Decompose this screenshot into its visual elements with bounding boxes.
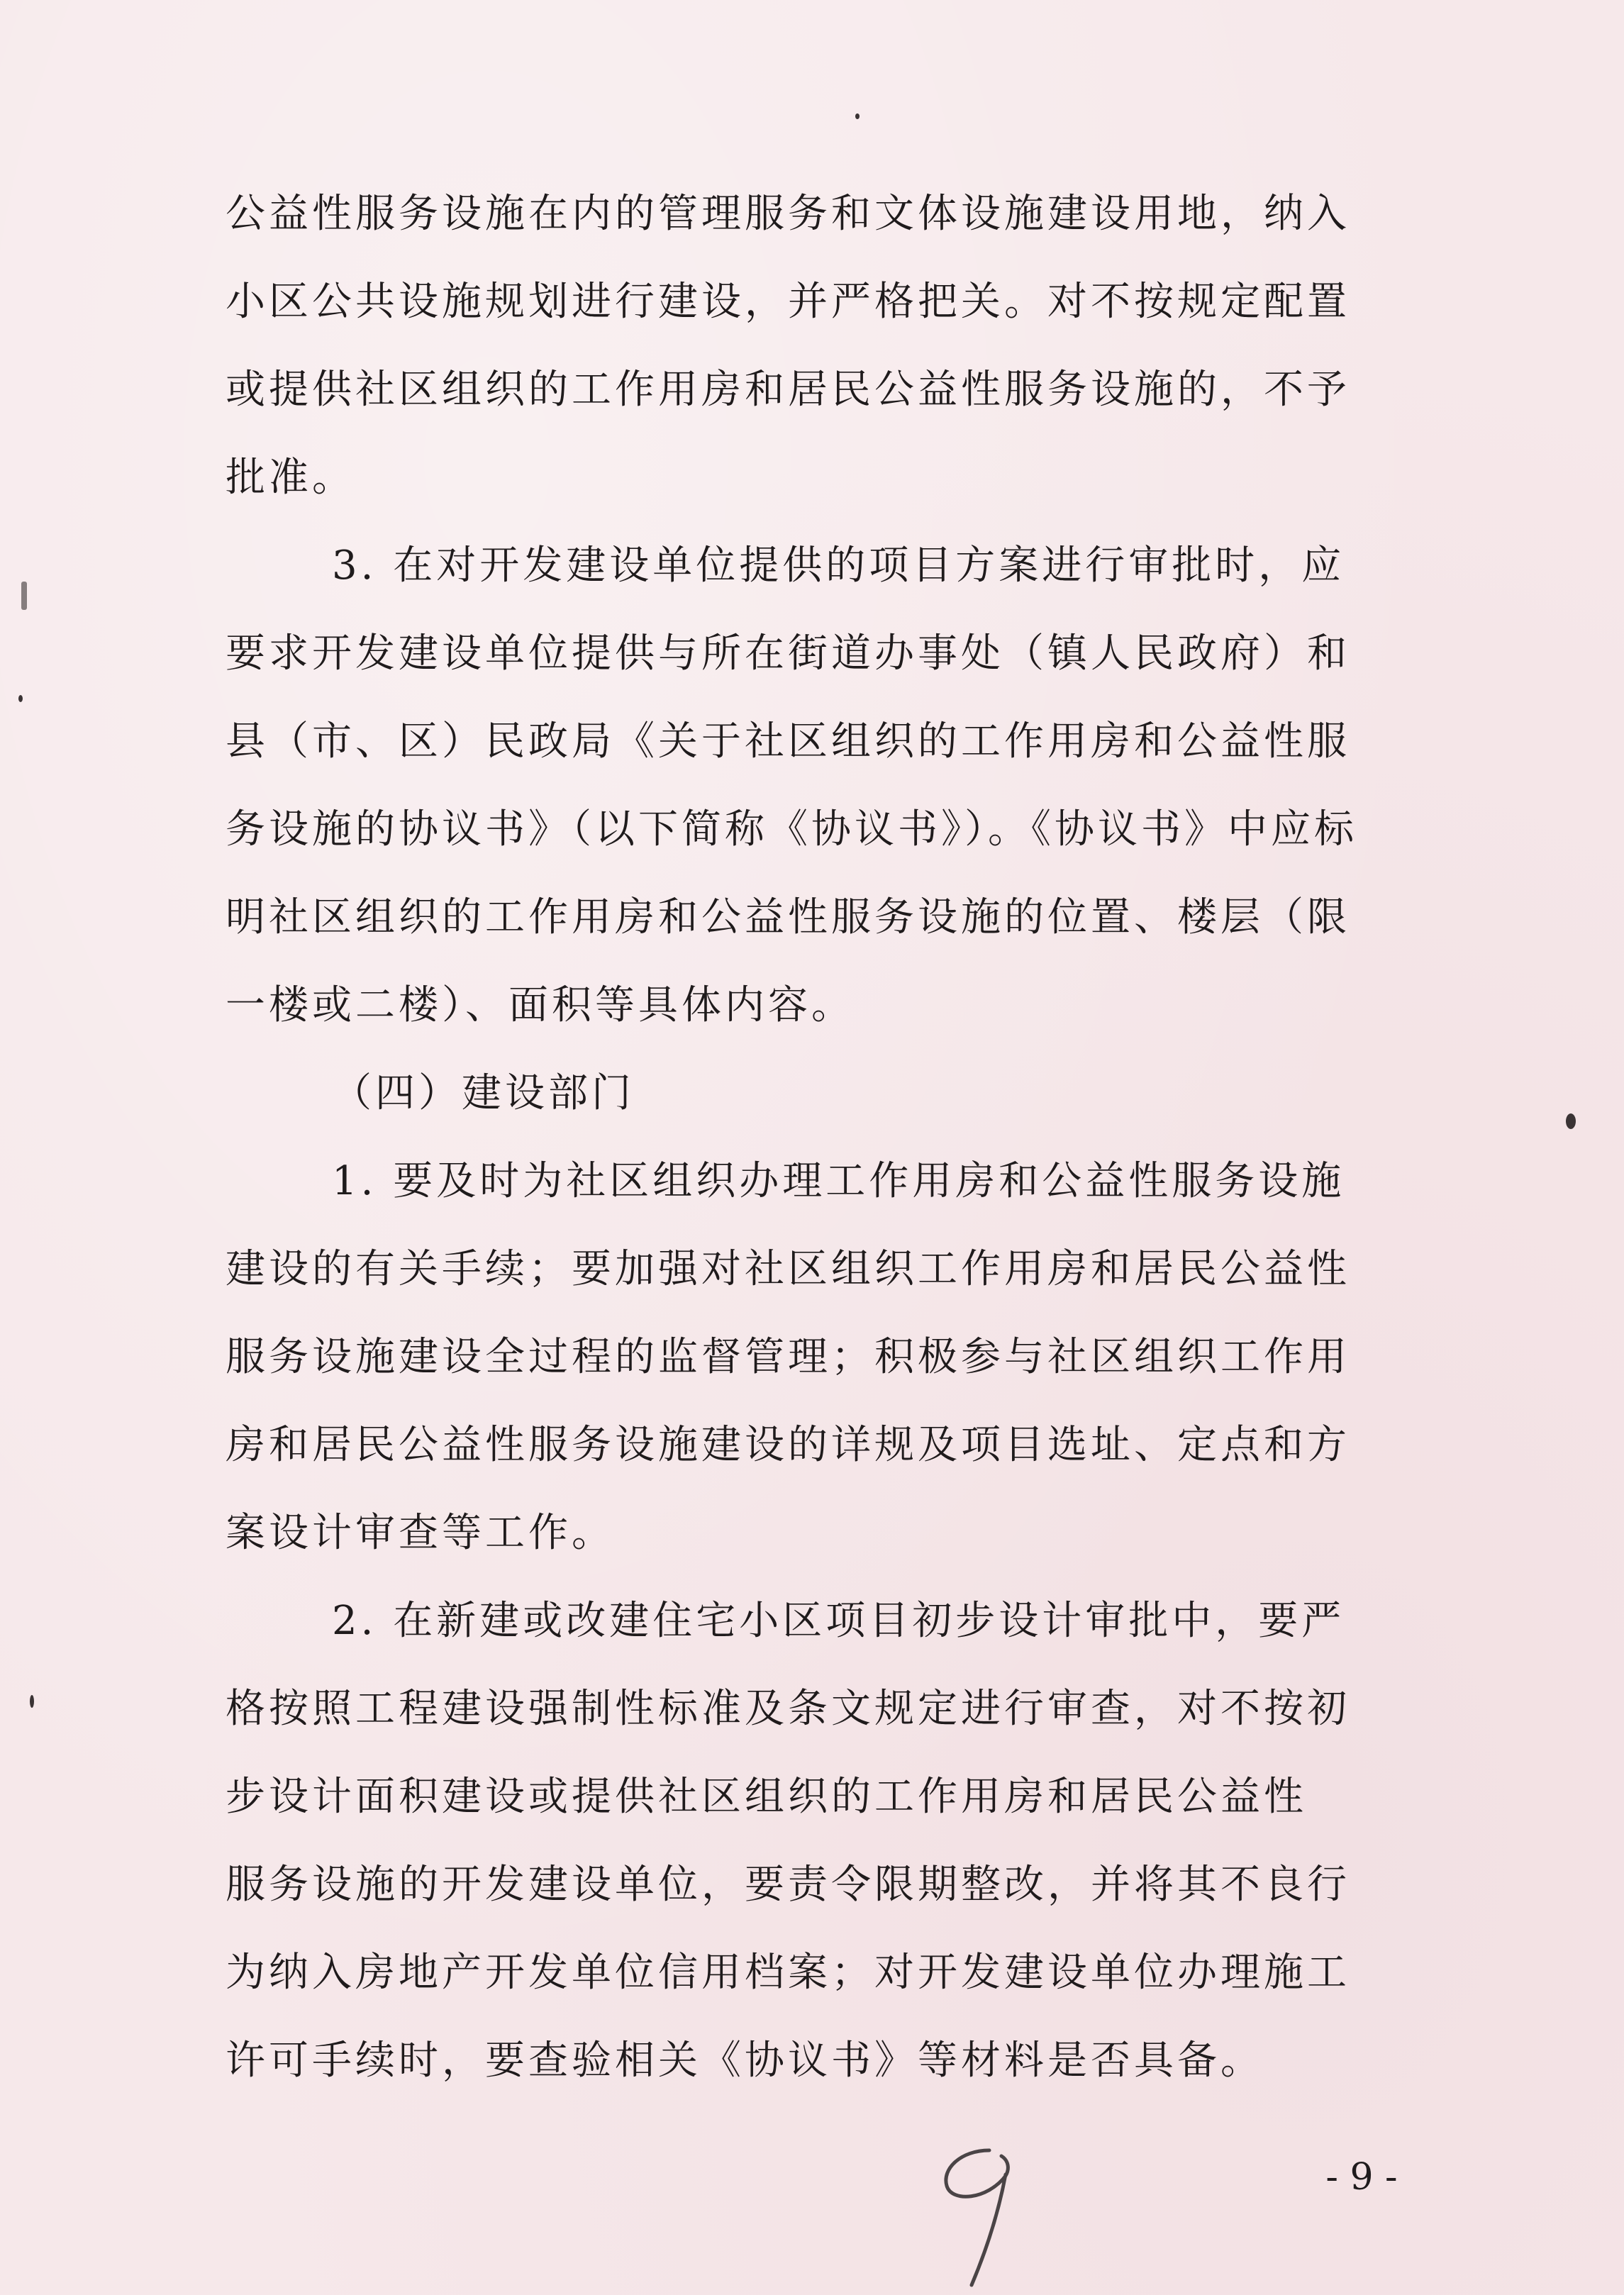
scan-speck	[855, 113, 860, 119]
document-body	[226, 170, 1389, 2105]
paragraph-start-line: 3. 在对开发建设单位提供的项目方案进行审批时，应	[332, 543, 1345, 589]
body-line: 服务设施的开发建设单位，要责令限期整改，并将其不良行	[226, 1862, 1350, 1908]
scan-speck	[18, 695, 23, 702]
body-line: 步设计面积建设或提供社区组织的工作用房和居民公益性	[226, 1774, 1307, 1820]
scan-speck	[21, 582, 27, 610]
body-line: 格按照工程建设强制性标准及条文规定进行审查，对不按初	[226, 1686, 1350, 1732]
body-line: 批准。	[226, 455, 355, 501]
body-line: 明社区组织的工作用房和公益性服务设施的位置、楼层（限	[226, 894, 1350, 940]
body-line: 一楼或二楼）、面积等具体内容。	[226, 982, 855, 1028]
body-line: 或提供社区组织的工作用房和居民公益性服务设施的，不予	[226, 367, 1350, 413]
handwritten-page-mark	[922, 2135, 1050, 2291]
body-line: 服务设施建设全过程的监督管理；积极参与社区组织工作用	[226, 1334, 1350, 1380]
paragraph-start-line: 2. 在新建或改建住宅小区项目初步设计审批中，要严	[332, 1598, 1345, 1644]
body-line: 小区公共设施规划进行建设，并严格把关。对不按规定配置	[226, 279, 1350, 325]
body-line: 务设施的协议书》（以下简称《协议书》）。《协议书》中应标	[226, 806, 1357, 852]
body-line: 公益性服务设施在内的管理服务和文体设施建设用地，纳入	[226, 191, 1350, 237]
paragraph-start-line: 1. 要及时为社区组织办理工作用房和公益性服务设施	[332, 1158, 1345, 1204]
scan-speck	[1566, 1113, 1576, 1129]
body-line: 许可手续时，要查验相关《协议书》等材料是否具备。	[226, 2038, 1264, 2084]
body-line: 建设的有关手续；要加强对社区组织工作用房和居民公益性	[226, 1246, 1350, 1292]
page-number: - 9 -	[1325, 2156, 1398, 2199]
body-line: 案设计审查等工作。	[226, 1510, 615, 1556]
body-line: 房和居民公益性服务设施建设的详规及项目选址、定点和方	[226, 1422, 1350, 1468]
body-line: 为纳入房地产开发单位信用档案；对开发建设单位办理施工	[226, 1950, 1350, 1996]
body-line: 要求开发建设单位提供与所在街道办事处（镇人民政府）和	[226, 630, 1350, 677]
scan-speck	[30, 1695, 34, 1708]
section-heading: （四）建设部门	[332, 1070, 635, 1116]
body-line: 县（市、区）民政局《关于社区组织的工作用房和公益性服	[226, 718, 1350, 765]
